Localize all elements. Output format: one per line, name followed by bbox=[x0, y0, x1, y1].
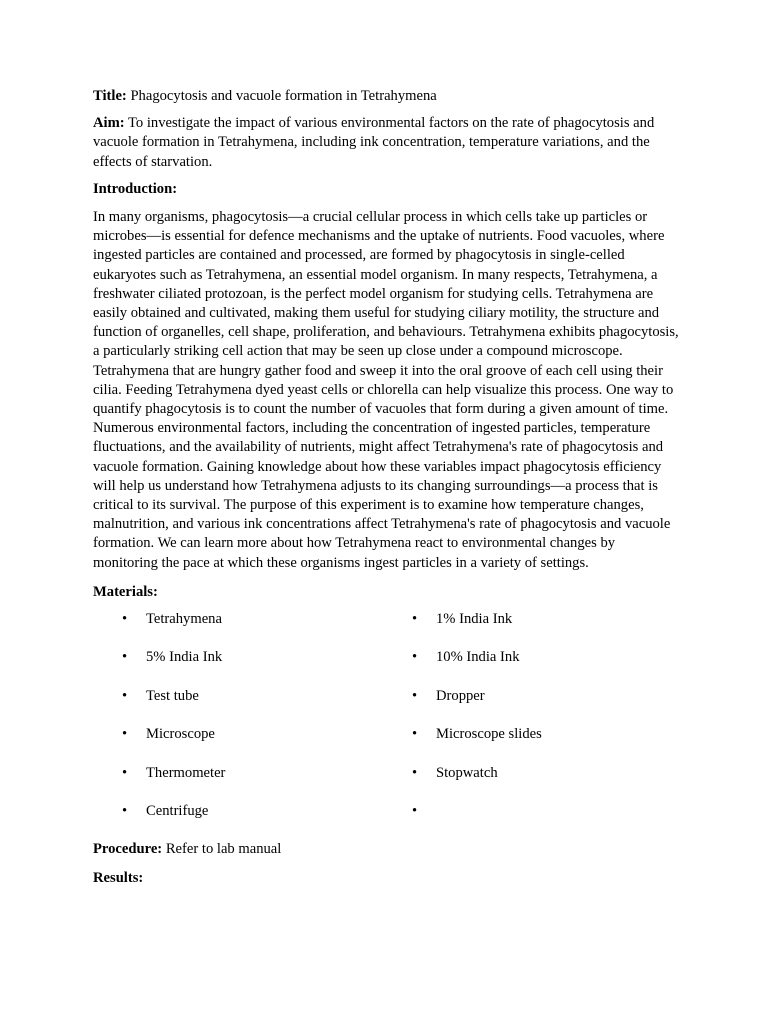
list-item-text: Centrifuge bbox=[146, 803, 209, 820]
list-item-text: Microscope bbox=[146, 726, 215, 743]
list-item-text: Tetrahymena bbox=[146, 611, 222, 628]
procedure-text: Refer to lab manual bbox=[165, 841, 282, 858]
materials-heading bbox=[93, 583, 683, 602]
results-heading bbox=[93, 869, 683, 888]
list-item-empty bbox=[383, 802, 673, 821]
list-item bbox=[93, 610, 383, 629]
title-line bbox=[93, 87, 683, 106]
list-item bbox=[383, 764, 673, 783]
materials-list bbox=[93, 610, 683, 821]
list-item-text: Thermometer bbox=[146, 764, 226, 781]
introduction-heading bbox=[93, 180, 683, 199]
list-item-text: Test tube bbox=[146, 687, 199, 704]
introduction-heading-text: Introduction: bbox=[93, 180, 178, 197]
list-item-text: Microscope slides bbox=[436, 726, 542, 743]
aim-text: To investigate the impact of various environmental factors on the rate of phagocytosis and vacuole formation in Tetrahymena, including ink concentration, temperature variations, and the effects of starvation. bbox=[93, 115, 655, 170]
bullet-icon: • bbox=[122, 803, 128, 820]
bullet-icon: • bbox=[412, 611, 418, 628]
bullet-icon: • bbox=[412, 687, 418, 704]
list-item bbox=[93, 725, 383, 744]
list-item bbox=[383, 610, 673, 629]
list-item bbox=[93, 687, 383, 706]
materials-heading-text: Materials: bbox=[93, 583, 158, 600]
list-item-text: 5% India Ink bbox=[146, 649, 223, 666]
list-item bbox=[93, 802, 383, 821]
document-body bbox=[93, 87, 683, 888]
list-item bbox=[383, 725, 673, 744]
bullet-icon: • bbox=[122, 764, 128, 781]
bullet-icon: • bbox=[122, 611, 128, 628]
bullet-icon: • bbox=[122, 726, 128, 743]
results-heading-text: Results: bbox=[93, 870, 144, 887]
list-item bbox=[93, 648, 383, 667]
list-item bbox=[383, 687, 673, 706]
procedure-line bbox=[93, 840, 683, 859]
title-text: Phagocytosis and vacuole formation in Tetrahymena bbox=[130, 88, 437, 104]
title-label: Title: bbox=[93, 88, 127, 104]
list-item bbox=[383, 648, 673, 667]
bullet-icon: • bbox=[412, 764, 418, 781]
list-item-text: 1% India Ink bbox=[436, 611, 513, 628]
list-item-text: Stopwatch bbox=[436, 764, 498, 781]
aim-label: Aim: bbox=[93, 115, 125, 132]
list-item bbox=[93, 764, 383, 783]
bullet-icon: • bbox=[122, 649, 128, 666]
list-item-text: Dropper bbox=[436, 687, 485, 704]
bullet-icon: • bbox=[122, 687, 128, 704]
bullet-icon: • bbox=[412, 726, 418, 743]
bullet-icon: • bbox=[412, 649, 418, 666]
procedure-label: Procedure: bbox=[93, 841, 163, 858]
aim-paragraph bbox=[93, 114, 683, 172]
introduction-paragraph: In many organisms, phagocytosis—a crucial cellular process in which cells take up particles or microbes—is essential for defence mechanisms and the uptake of nutrients. Food vacuoles, where ingested particles are contained and processed, are formed by phagocytosis in single-celled eukaryotes such as Tetrahymena, an essential model organism. In many respects, Tetrahymena, a freshwater ciliated protozoan, is the perfect model organism for studying cells. Tetrahymena are easily obtained and cultivated, making them useful for studying ciliary motility, the structure and function of organelles, cell shape, proliferation, and behaviours. Tetrahymena exhibits phagocytosis, a particularly striking cell action that may be seen up close under a compound microscope. Tetrahymena that are hungry gather food and sweep it into the oral groove of each cell using their cilia. Feeding Tetrahymena dyed yeast cells or chlorella can help visualize this process. One way to quantify phagocytosis is to count the number of vacuoles that form during a given amount of time. Numerous environmental factors, including the concentration of ingested particles, temperature fluctuations, and the availability of nutrients, might affect Tetrahymena's rate of phagocytosis and vacuole formation. Gaining knowledge about how these variables impact phagocytosis efficiency will help us understand how Tetrahymena adjusts to its changing surroundings—a process that is critical to its survival. The purpose of this experiment is to examine how temperature changes, malnutrition, and various ink concentrations affect Tetrahymena's rate of phagocytosis and vacuole formation. We can learn more about how Tetrahymena react to environmental changes by monitoring the pace at which these organisms ingest particles in a variety of settings. bbox=[93, 209, 679, 571]
bullet-icon: • bbox=[412, 803, 418, 820]
list-item-text: 10% India Ink bbox=[436, 649, 520, 666]
